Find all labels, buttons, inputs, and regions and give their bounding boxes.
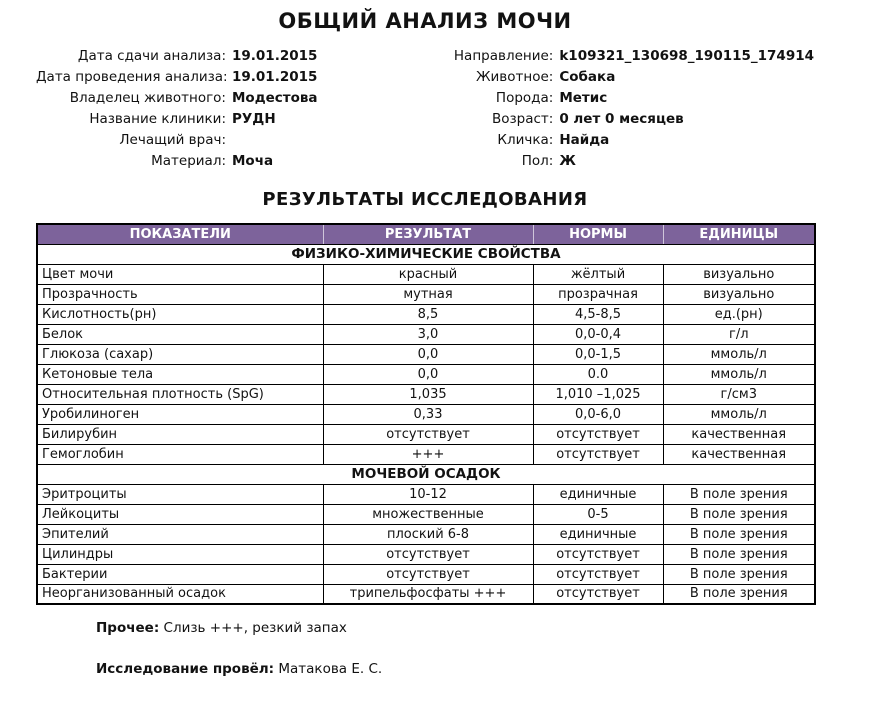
result-cell: отсутствует bbox=[323, 424, 533, 444]
result-cell: плоский 6-8 bbox=[323, 524, 533, 544]
patient-info-right-column bbox=[428, 46, 814, 172]
table-row bbox=[37, 284, 815, 304]
norms-cell: отсутствует bbox=[533, 544, 663, 564]
info-field-label: Дата проведения анализа: bbox=[36, 69, 228, 85]
patient-info-block bbox=[36, 46, 814, 172]
parameter-cell: Глюкоза (сахар) bbox=[37, 344, 323, 364]
result-cell: мутная bbox=[323, 284, 533, 304]
parameter-cell: Неорганизованный осадок bbox=[37, 584, 323, 604]
info-field-label: Животное: bbox=[475, 69, 554, 85]
other-note-value: Слизь +++, резкий запах bbox=[163, 620, 347, 636]
norms-cell: отсутствует bbox=[533, 444, 663, 464]
info-field-label: Кличка: bbox=[497, 132, 554, 148]
info-row bbox=[428, 130, 814, 151]
results-table bbox=[36, 223, 816, 605]
info-row bbox=[36, 88, 428, 109]
table-row bbox=[37, 564, 815, 584]
norms-cell: 0.0 bbox=[533, 364, 663, 384]
info-field-value: 19.01.2015 bbox=[232, 48, 318, 64]
column-header: ПОКАЗАТЕЛИ bbox=[37, 224, 323, 244]
info-field-label: Владелец животного: bbox=[69, 90, 226, 106]
parameter-cell: Бактерии bbox=[37, 564, 323, 584]
parameter-cell: Уробилиноген bbox=[37, 404, 323, 424]
parameter-cell: Эритроциты bbox=[37, 484, 323, 504]
result-cell: множественные bbox=[323, 504, 533, 524]
units-cell: визуально bbox=[663, 284, 815, 304]
norms-cell: отсутствует bbox=[533, 564, 663, 584]
info-field-label: Лечащий врач: bbox=[119, 132, 226, 148]
table-row bbox=[37, 304, 815, 324]
units-cell: ммоль/л bbox=[663, 344, 815, 364]
table-row bbox=[37, 384, 815, 404]
table-row bbox=[37, 364, 815, 384]
performed-by-note bbox=[96, 661, 814, 677]
table-row bbox=[37, 264, 815, 284]
info-field-label: Порода: bbox=[495, 90, 554, 106]
norms-cell: 0,0-0,4 bbox=[533, 324, 663, 344]
info-field-value: Модестова bbox=[232, 90, 318, 106]
table-row bbox=[37, 504, 815, 524]
parameter-cell: Цилиндры bbox=[37, 544, 323, 564]
report-content bbox=[36, 0, 814, 677]
section-label: МОЧЕВОЙ ОСАДОК bbox=[37, 464, 815, 484]
parameter-cell: Цвет мочи bbox=[37, 264, 323, 284]
info-row bbox=[36, 130, 428, 151]
result-cell: 0,0 bbox=[323, 344, 533, 364]
section-row bbox=[37, 464, 815, 484]
info-field-label: Пол: bbox=[521, 153, 554, 169]
units-cell: качественная bbox=[663, 444, 815, 464]
parameter-cell: Гемоглобин bbox=[37, 444, 323, 464]
units-cell: ммоль/л bbox=[663, 404, 815, 424]
units-cell: В поле зрения bbox=[663, 504, 815, 524]
parameter-cell: Прозрачность bbox=[37, 284, 323, 304]
info-field-label: Материал: bbox=[151, 153, 226, 169]
parameter-cell: Кислотность(рн) bbox=[37, 304, 323, 324]
info-field-value: 0 лет 0 месяцев bbox=[559, 111, 684, 127]
parameter-cell: Белок bbox=[37, 324, 323, 344]
units-cell: В поле зрения bbox=[663, 484, 815, 504]
parameter-cell: Билирубин bbox=[37, 424, 323, 444]
result-cell: 0,33 bbox=[323, 404, 533, 424]
info-field-label: Дата сдачи анализа: bbox=[77, 48, 226, 64]
units-cell: г/л bbox=[663, 324, 815, 344]
info-row bbox=[36, 46, 428, 67]
norms-cell: единичные bbox=[533, 484, 663, 504]
info-field-label: Возраст: bbox=[491, 111, 554, 127]
units-cell: В поле зрения bbox=[663, 564, 815, 584]
units-cell: ед.(рн) bbox=[663, 304, 815, 324]
parameter-cell: Относительная плотность (SpG) bbox=[37, 384, 323, 404]
norms-cell: отсутствует bbox=[533, 424, 663, 444]
result-cell: отсутствует bbox=[323, 564, 533, 584]
parameter-cell: Лейкоциты bbox=[37, 504, 323, 524]
info-field-label: Направление: bbox=[453, 48, 554, 64]
info-field-value: Ж bbox=[559, 153, 576, 169]
norms-cell: 4,5-8,5 bbox=[533, 304, 663, 324]
page-title: ОБЩИЙ АНАЛИЗ МОЧИ bbox=[278, 9, 572, 33]
results-section-title: РЕЗУЛЬТАТЫ ИССЛЕДОВАНИЯ bbox=[262, 189, 588, 210]
norms-cell: 0-5 bbox=[533, 504, 663, 524]
table-row bbox=[37, 524, 815, 544]
info-field-value: 19.01.2015 bbox=[232, 69, 318, 85]
result-cell: красный bbox=[323, 264, 533, 284]
info-field-value: РУДН bbox=[232, 111, 276, 127]
units-cell: качественная bbox=[663, 424, 815, 444]
info-row bbox=[428, 151, 814, 172]
norms-cell: 1,010 –1,025 bbox=[533, 384, 663, 404]
performed-by-label: Исследование провёл: bbox=[96, 661, 275, 677]
table-header-row bbox=[37, 224, 815, 244]
units-cell: ммоль/л bbox=[663, 364, 815, 384]
norms-cell: 0,0-1,5 bbox=[533, 344, 663, 364]
performed-by-value: Матакова Е. С. bbox=[278, 661, 383, 677]
table-row bbox=[37, 544, 815, 564]
table-row bbox=[37, 484, 815, 504]
norms-cell: единичные bbox=[533, 524, 663, 544]
table-row bbox=[37, 404, 815, 424]
units-cell: В поле зрения bbox=[663, 544, 815, 564]
patient-info-left-column bbox=[36, 46, 428, 172]
info-row bbox=[36, 67, 428, 88]
info-field-label: Название клиники: bbox=[89, 111, 226, 127]
result-cell: +++ bbox=[323, 444, 533, 464]
norms-cell: прозрачная bbox=[533, 284, 663, 304]
info-row bbox=[428, 88, 814, 109]
info-field-value: Моча bbox=[232, 153, 274, 169]
column-header: РЕЗУЛЬТАТ bbox=[323, 224, 533, 244]
result-cell: 10-12 bbox=[323, 484, 533, 504]
section-row bbox=[37, 244, 815, 264]
units-cell: В поле зрения bbox=[663, 524, 815, 544]
units-cell: В поле зрения bbox=[663, 584, 815, 604]
info-row bbox=[36, 151, 428, 172]
other-note bbox=[96, 620, 814, 636]
info-field-value: Метис bbox=[559, 90, 608, 106]
result-cell: отсутствует bbox=[323, 544, 533, 564]
info-field-value: Собака bbox=[559, 69, 616, 85]
norms-cell: 0,0-6,0 bbox=[533, 404, 663, 424]
result-cell: 0,0 bbox=[323, 364, 533, 384]
table-row bbox=[37, 344, 815, 364]
info-row bbox=[428, 109, 814, 130]
table-row bbox=[37, 584, 815, 604]
info-field-value: k109321_130698_190115_174914 bbox=[559, 48, 814, 64]
norms-cell: отсутствует bbox=[533, 584, 663, 604]
info-field-value: Найда bbox=[559, 132, 610, 148]
result-cell: 8,5 bbox=[323, 304, 533, 324]
column-header: ЕДИНИЦЫ bbox=[663, 224, 815, 244]
parameter-cell: Кетоновые тела bbox=[37, 364, 323, 384]
info-row bbox=[428, 46, 814, 67]
result-cell: 3,0 bbox=[323, 324, 533, 344]
section-label: ФИЗИКО-ХИМИЧЕСКИЕ СВОЙСТВА bbox=[37, 244, 815, 264]
units-cell: визуально bbox=[663, 264, 815, 284]
info-row bbox=[36, 109, 428, 130]
norms-cell: жёлтый bbox=[533, 264, 663, 284]
other-note-label: Прочее: bbox=[96, 620, 160, 636]
parameter-cell: Эпителий bbox=[37, 524, 323, 544]
result-cell: трипельфосфаты +++ bbox=[323, 584, 533, 604]
table-row bbox=[37, 324, 815, 344]
column-header: НОРМЫ bbox=[533, 224, 663, 244]
table-row bbox=[37, 424, 815, 444]
result-cell: 1,035 bbox=[323, 384, 533, 404]
units-cell: г/см3 bbox=[663, 384, 815, 404]
info-row bbox=[428, 67, 814, 88]
table-row bbox=[37, 444, 815, 464]
